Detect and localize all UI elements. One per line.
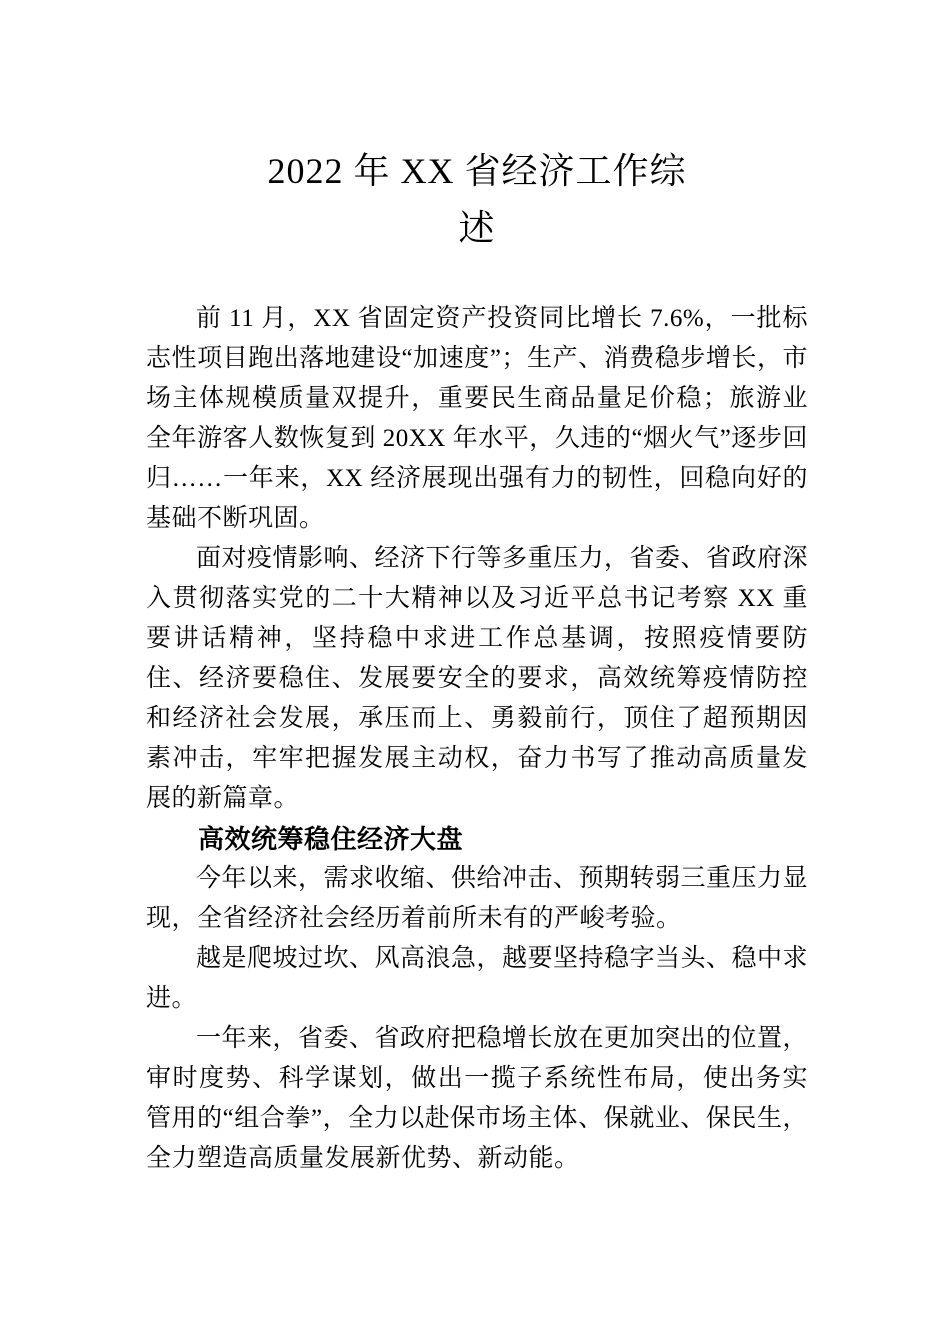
document-title: 2022 年 XX 省经济工作综述 <box>267 151 687 248</box>
document-content <box>146 143 808 1179</box>
paragraph-pressure: 今年以来，需求收缩、供给冲击、预期转弱三重压力显现，全省经济社会经历着前所未有的严峻考验。 <box>146 865 809 932</box>
paragraph-growth: 一年来，省委、省政府把稳增长放在更加突出的位置，审时度势、科学谋划，做出一揽子系统性布局，使出务实管用的“组合拳”，全力以赴保市场主体、保就业、保民生，全力塑造高质量发展新优势、新动能。 <box>146 1025 809 1172</box>
paragraph-policy: 面对疫情影响、经济下行等多重压力，省委、省政府深入贯彻落实党的二十大精神以及习近平总书记考察 XX 重要讲话精神，坚持稳中求进工作总基调，按照疫情要防住、经济要稳住、发展要安全的要求，高效统筹疫情防控和经济社会发展，承压而上、勇毅前行，顶住了超预期因素冲击，牢牢把握发展主动权，奋力书写了推动高质量发展的新篇章。 <box>146 545 809 812</box>
paragraph-stability: 越是爬坡过坎、风高浪急，越要坚持稳字当头、稳中求进。 <box>146 945 809 1012</box>
section-heading-economy: 高效统筹稳住经济大盘 <box>198 824 464 854</box>
paragraph-intro: 前 11 月，XX 省固定资产投资同比增长 7.6%，一批标志性项目跑出落地建设“加速度”；生产、消费稳步增长，市场主体规模质量双提升，重要民生商品量足价稳；旅游业全年游客人数恢复到 20XX 年水平，久违的“烟火气”逐步回归……一年来，XX 经济展现出强有力的韧性，回稳向好的基础不断巩固。 <box>146 305 808 532</box>
